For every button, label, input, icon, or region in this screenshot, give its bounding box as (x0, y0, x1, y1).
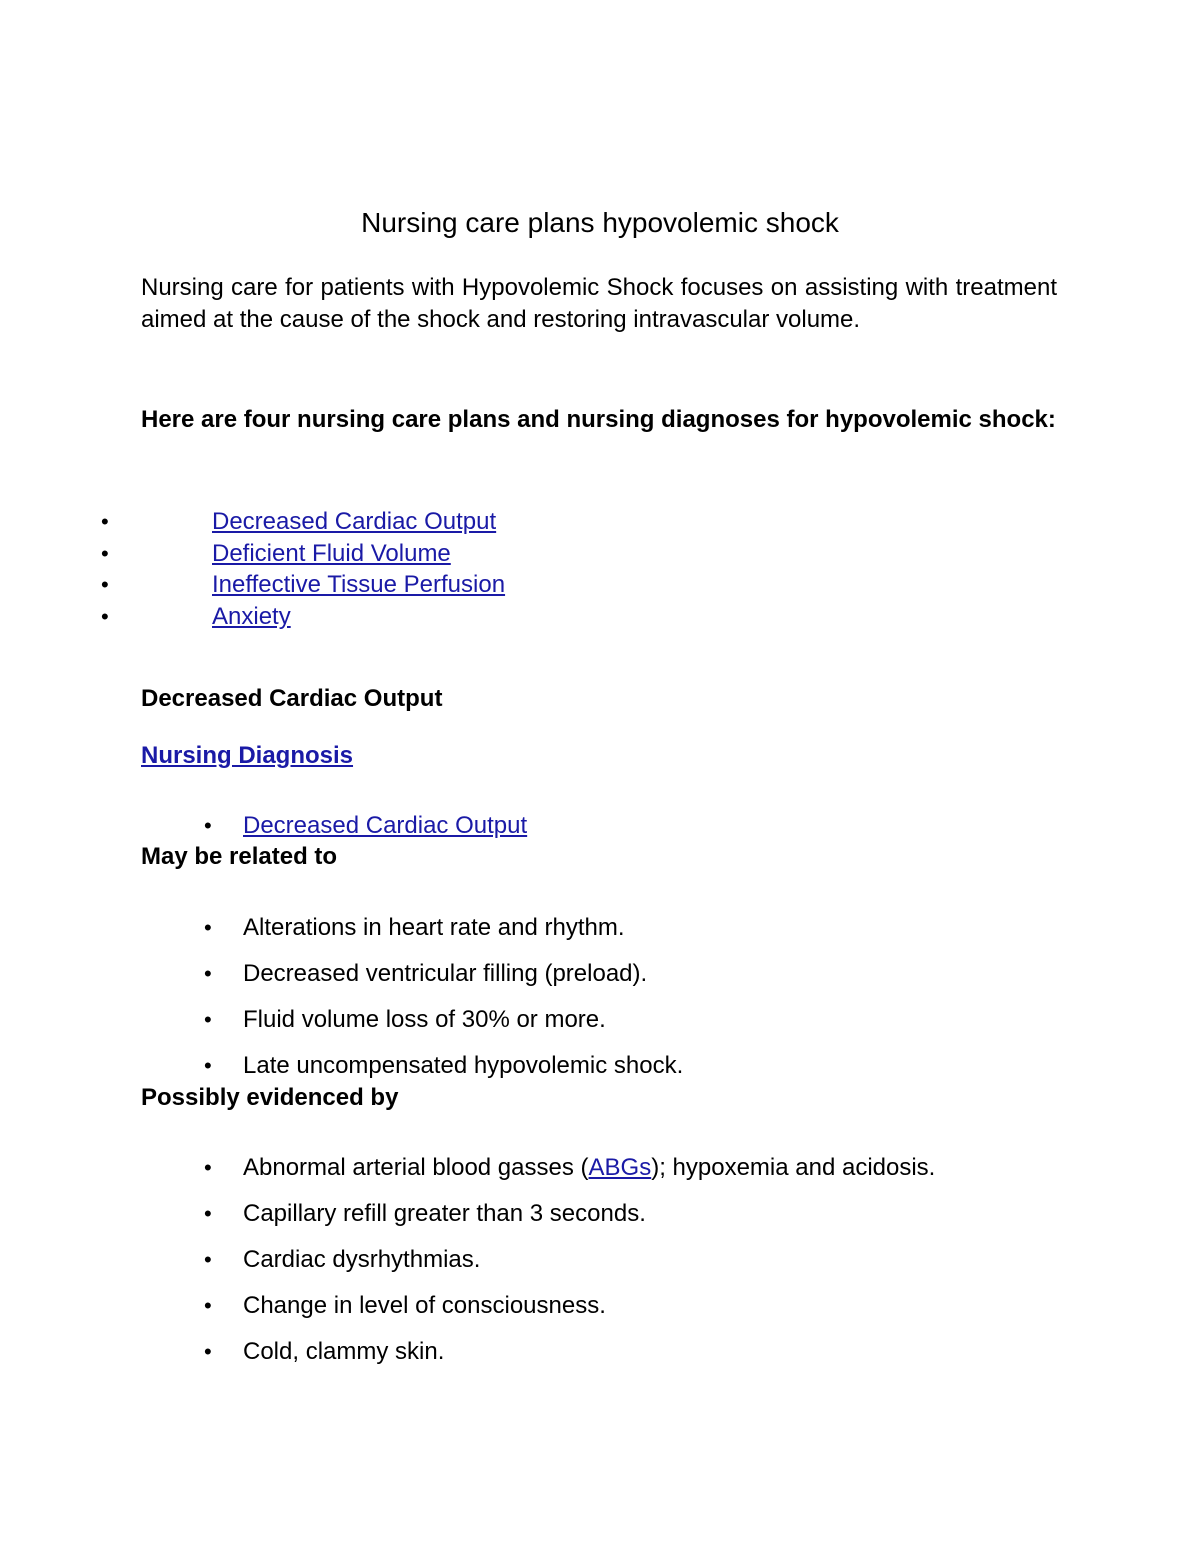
bullet-icon: • (101, 604, 109, 630)
bullet-icon: • (204, 1155, 212, 1180)
bullet-icon: • (204, 1247, 212, 1272)
evidenced-list (0, 1152, 1200, 1382)
bullet-icon: • (204, 1339, 212, 1364)
list-item (0, 1152, 1200, 1198)
abgs-link[interactable]: ABGs (588, 1154, 652, 1181)
list-item (0, 1004, 1200, 1050)
related-item: Decreased ventricular filling (preload). (243, 960, 648, 987)
lead-paragraph: Here are four nursing care plans and nursing diagnoses for hypovolemic shock: (141, 406, 1056, 433)
evidence-item (243, 1152, 935, 1184)
evidence-item: Cold, clammy skin. (243, 1338, 445, 1365)
list-item (0, 538, 1200, 570)
related-heading: May be related to (141, 843, 338, 870)
evidence-text-before: Abnormal arterial blood gasses ( (243, 1154, 589, 1181)
list-item (0, 912, 1200, 958)
bullet-icon: • (101, 540, 109, 566)
bullet-icon: • (204, 813, 212, 838)
list-item (0, 601, 1200, 633)
list-item (0, 1336, 1200, 1382)
bullet-icon: • (204, 1053, 212, 1078)
list-item (0, 1244, 1200, 1290)
list-item (0, 958, 1200, 1004)
link-anxiety[interactable]: Anxiety (212, 603, 291, 631)
diagnosis-link-decreased-cardiac-output[interactable]: Decreased Cardiac Output (243, 812, 528, 839)
link-deficient-fluid-volume[interactable]: Deficient Fluid Volume (212, 539, 451, 567)
intro-paragraph: Nursing care for patients with Hypovolemic Shock focuses on assisting with treatment aimed at the cause of the shock and restoring intravascular volume. (141, 274, 1057, 333)
bullet-icon: • (204, 1293, 212, 1318)
list-item (0, 569, 1200, 601)
evidence-text-after: ); hypoxemia and acidosis. (651, 1154, 936, 1181)
related-list (0, 912, 1200, 1096)
bullet-icon: • (204, 915, 212, 940)
link-decreased-cardiac-output[interactable]: Decreased Cardiac Output (212, 508, 497, 535)
list-item (0, 506, 1200, 538)
nursing-diagnosis-link[interactable]: Nursing Diagnosis (141, 742, 354, 769)
related-item: Fluid volume loss of 30% or more. (243, 1006, 606, 1033)
evidence-item: Cardiac dysrhythmias. (243, 1246, 481, 1273)
related-item: Alterations in heart rate and rhythm. (243, 914, 625, 941)
evidence-item: Capillary refill greater than 3 seconds. (243, 1200, 646, 1227)
bullet-icon: • (204, 1007, 212, 1032)
list-item (0, 1198, 1200, 1244)
evidenced-heading: Possibly evidenced by (141, 1084, 399, 1111)
list-item (0, 1290, 1200, 1336)
care-plans-list (0, 506, 1200, 633)
evidence-item: Change in level of consciousness. (243, 1292, 606, 1319)
bullet-icon: • (204, 1201, 212, 1226)
document-title: Nursing care plans hypovolemic shock (361, 207, 839, 238)
bullet-icon: • (101, 572, 109, 598)
section-heading: Decreased Cardiac Output (141, 685, 443, 712)
bullet-icon: • (204, 961, 212, 986)
related-item: Late uncompensated hypovolemic shock. (243, 1052, 684, 1079)
bullet-icon: • (101, 509, 109, 534)
nursing-diagnosis-heading (141, 740, 353, 772)
link-ineffective-tissue-perfusion[interactable]: Ineffective Tissue Perfusion (212, 571, 506, 599)
